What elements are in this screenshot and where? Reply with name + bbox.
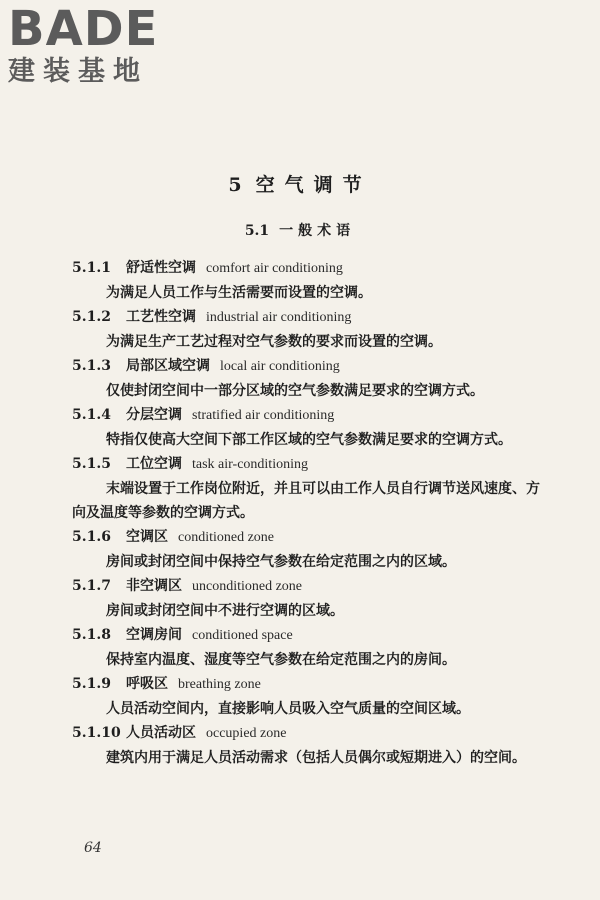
term-chinese: 非空调区 bbox=[126, 578, 182, 594]
term-entry bbox=[72, 354, 542, 403]
chapter-number: 5 bbox=[228, 174, 242, 196]
section-number: 5.1 bbox=[244, 223, 270, 239]
term-english: unconditioned zone bbox=[192, 579, 303, 594]
term-header bbox=[72, 574, 542, 599]
logo-wordmark: BADE bbox=[8, 1, 159, 57]
term-chinese: 空调区 bbox=[126, 529, 168, 545]
term-header bbox=[72, 452, 542, 477]
chapter-title: 空气调节 bbox=[255, 174, 372, 196]
term-header bbox=[72, 525, 542, 550]
term-chinese: 舒适性空调 bbox=[126, 260, 196, 276]
term-number: 5.1.8 bbox=[72, 627, 111, 643]
term-chinese: 人员活动区 bbox=[126, 725, 196, 741]
term-entry bbox=[72, 403, 542, 452]
term-english: industrial air conditioning bbox=[206, 310, 352, 325]
term-chinese: 工艺性空调 bbox=[126, 309, 196, 325]
logo-subtitle: 建装基地 bbox=[8, 56, 148, 87]
logo bbox=[8, 1, 178, 88]
term-header bbox=[72, 672, 542, 697]
term-entry bbox=[72, 305, 542, 354]
chapter-heading bbox=[0, 170, 600, 197]
section-title: 一般术语 bbox=[279, 223, 356, 239]
term-definition: 末端设置于工作岗位附近，并且可以由工作人员自行调节送风速度、方向及温度等参数的空调方式。 bbox=[72, 481, 540, 521]
term-definition: 为满足人员工作与生活需要而设置的空调。 bbox=[106, 285, 372, 301]
term-header bbox=[72, 403, 542, 428]
term-entry bbox=[72, 525, 542, 574]
term-english: conditioned space bbox=[192, 628, 293, 643]
term-english: stratified air conditioning bbox=[192, 408, 335, 423]
term-number: 5.1.4 bbox=[72, 407, 111, 423]
term-number: 5.1.2 bbox=[72, 309, 111, 325]
term-chinese: 分层空调 bbox=[126, 407, 182, 423]
term-list bbox=[72, 256, 542, 770]
term-number: 5.1.10 bbox=[72, 725, 121, 741]
term-entry bbox=[72, 452, 542, 525]
term-number: 5.1.7 bbox=[72, 578, 111, 594]
term-number: 5.1.6 bbox=[72, 529, 111, 545]
term-english: conditioned zone bbox=[178, 530, 275, 545]
term-entry bbox=[72, 672, 542, 721]
term-definition: 保持室内温度、湿度等空气参数在给定范围之内的房间。 bbox=[106, 652, 456, 668]
term-chinese: 空调房间 bbox=[126, 627, 182, 643]
term-number: 5.1.9 bbox=[72, 676, 111, 692]
term-chinese: 呼吸区 bbox=[126, 676, 168, 692]
term-english: occupied zone bbox=[206, 726, 287, 741]
term-definition: 房间或封闭空间中保持空气参数在给定范围之内的区域。 bbox=[106, 554, 456, 570]
term-chinese: 局部区域空调 bbox=[126, 358, 210, 374]
term-english: task air-conditioning bbox=[192, 457, 308, 472]
page-number: 64 bbox=[84, 840, 102, 856]
term-number: 5.1.1 bbox=[72, 260, 111, 276]
term-definition: 房间或封闭空间中不进行空调的区域。 bbox=[106, 603, 344, 619]
term-entry bbox=[72, 623, 542, 672]
term-english: local air conditioning bbox=[220, 359, 340, 374]
term-number: 5.1.3 bbox=[72, 358, 111, 374]
term-entry bbox=[72, 721, 542, 770]
term-definition: 为满足生产工艺过程对空气参数的要求而设置的空调。 bbox=[106, 334, 442, 350]
term-header bbox=[72, 256, 542, 281]
term-definition: 特指仅使高大空间下部工作区域的空气参数满足要求的空调方式。 bbox=[106, 432, 512, 448]
term-entry bbox=[72, 256, 542, 305]
term-number: 5.1.5 bbox=[72, 456, 111, 472]
term-definition: 建筑内用于满足人员活动需求（包括人员偶尔或短期进入）的空间。 bbox=[106, 750, 526, 766]
term-english: breathing zone bbox=[178, 677, 261, 692]
term-header bbox=[72, 721, 542, 746]
term-header bbox=[72, 305, 542, 330]
term-header bbox=[72, 354, 542, 379]
term-english: comfort air conditioning bbox=[206, 261, 343, 276]
term-definition: 仅使封闭空间中一部分区域的空气参数满足要求的空调方式。 bbox=[106, 383, 484, 399]
term-entry bbox=[72, 574, 542, 623]
term-definition: 人员活动空间内，直接影响人员吸入空气质量的空间区域。 bbox=[106, 701, 470, 717]
term-header bbox=[72, 623, 542, 648]
section-heading bbox=[0, 220, 600, 240]
term-chinese: 工位空调 bbox=[126, 456, 182, 472]
